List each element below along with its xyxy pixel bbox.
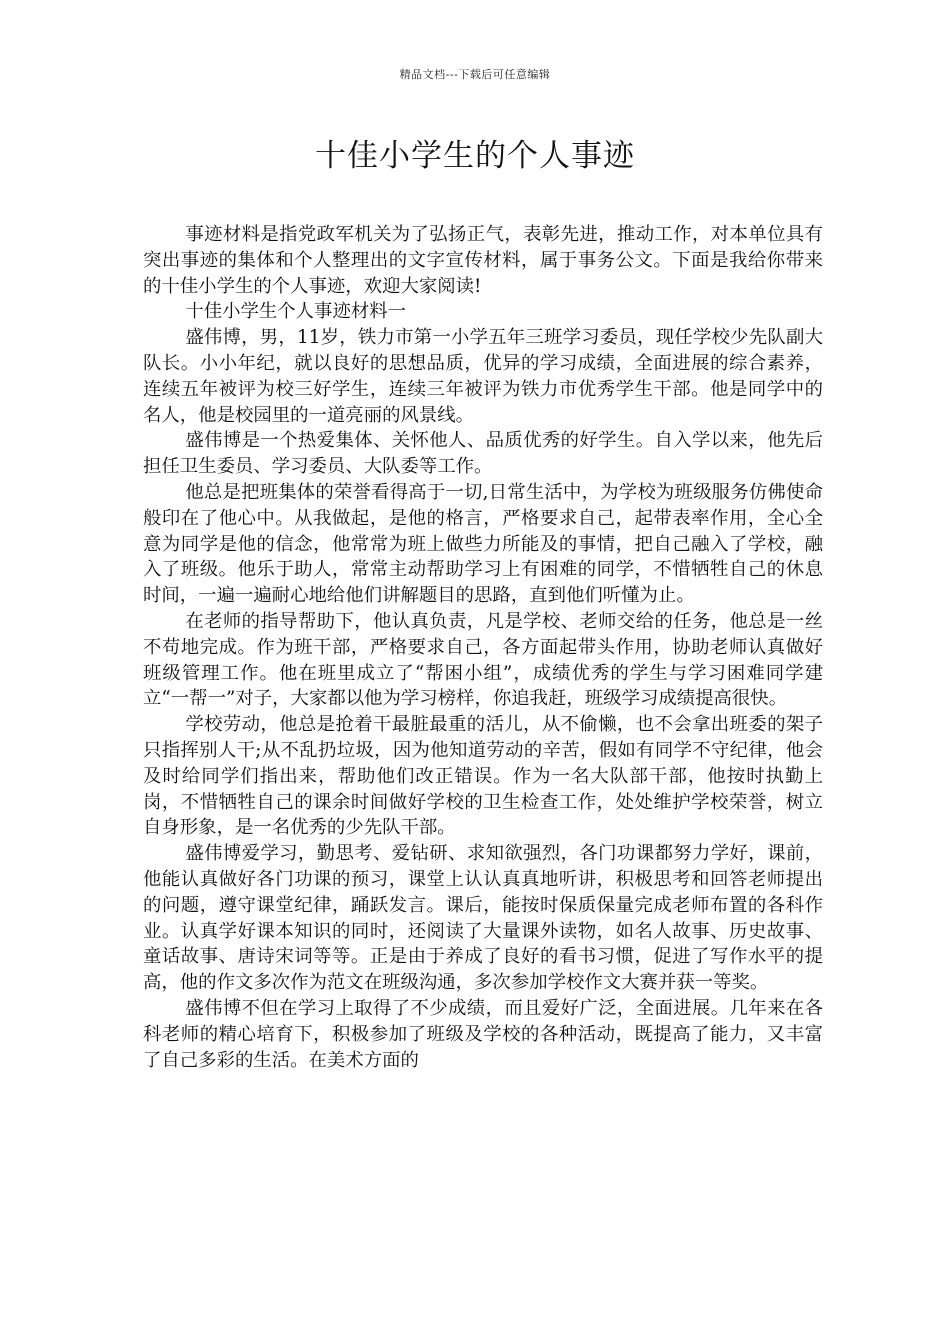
document-body (143, 222, 823, 1073)
paragraph: 学校劳动，他总是抢着干最脏最重的活儿，从不偷懒，也不会拿出班委的架子只指挥别人干;从不乱扔垃圾，因为他知道劳动的辛苦，假如有同学不守纪律，他会及时给同学们指出来，帮助他们改正错误。作为一名大队部干部，他按时执勤上岗，不惜牺牲自己的课余时间做好学校的卫生检查工作，处处维护学校荣誉，树立自身形象，是一名优秀的少先队干部。 (143, 714, 823, 839)
paragraph: 在老师的指导帮助下，他认真负责，凡是学校、老师交给的任务，他总是一丝不苟地完成。作为班干部，严格要求自己，各方面起带头作用，协助老师认真做好班级管理工作。他在班里成立了“帮困小组”，成绩优秀的学生与学习困难同学建立“一帮一”对子，大家都以他为学习榜样，你追我赶，班级学习成绩提高很快。 (143, 610, 823, 710)
header-note: 精品文档---下载后可任意编辑 (399, 68, 551, 81)
document-title: 十佳小学生的个人事迹 (315, 138, 635, 174)
paragraph: 盛伟博，男，11岁，铁力市第一小学五年三班学习委员，现任学校少先队副大队长。小小年纪，就以良好的思想品质，优异的学习成绩，全面进展的综合素养，连续五年被评为校三好学生，连续三年被评为铁力市优秀学生干部。他是同学中的名人，他是校园里的一道亮丽的风景线。 (143, 327, 823, 426)
paragraph-intro: 事迹材料是指党政军机关为了弘扬正气，表彰先进，推动工作，对本单位具有突出事迹的集体和个人整理出的文字宣传材料，属于事务公文。下面是我给你带来的十佳小学生的个人事迹，欢迎大家阅读! (143, 224, 823, 297)
paragraph: 盛伟博爱学习，勤思考、爱钻研、求知欲强烈，各门功课都努力学好，课前，他能认真做好各门功课的预习，课堂上认认真真地听讲，积极思考和回答老师提出的问题，遵守课堂纪律，踊跃发言。课后，能按时保质保量完成老师布置的各科作业。认真学好课本知识的同时，还阅读了大量课外读物，如名人故事、历史故事、童话故事、唐诗宋词等等。正是由于养成了良好的看书习惯，促进了写作水平的提高，他的作文多次作为范文在班级沟通，多次参加学校作文大赛并获一等奖。 (143, 843, 823, 994)
section-heading: 十佳小学生个人事迹材料一 (185, 301, 407, 323)
paragraph: 盛伟博不但在学习上取得了不少成绩，而且爱好广泛，全面进展。几年来在各科老师的精心培育下，积极参加了班级及学校的各种活动，既提高了能力，又丰富了自己多彩的生活。在美术方面的 (143, 997, 823, 1071)
paragraph: 他总是把班集体的荣誉看得高于一切,日常生活中，为学校为班级服务仿佛使命般印在了他心中。从我做起，是他的格言，严格要求自己，起带表率作用，全心全意为同学是他的信念，他常常为班上做些力所能及的事情，把自己融入了学校，融入了班级。他乐于助人，常常主动帮助学习上有困难的同学，不惜牺牲自己的休息时间，一遍一遍耐心地给他们讲解题目的思路，直到他们听懂为止。 (143, 481, 823, 607)
paragraph: 盛伟博是一个热爱集体、关怀他人、品质优秀的好学生。自入学以来，他先后担任卫生委员、学习委员、大队委等工作。 (143, 430, 823, 478)
